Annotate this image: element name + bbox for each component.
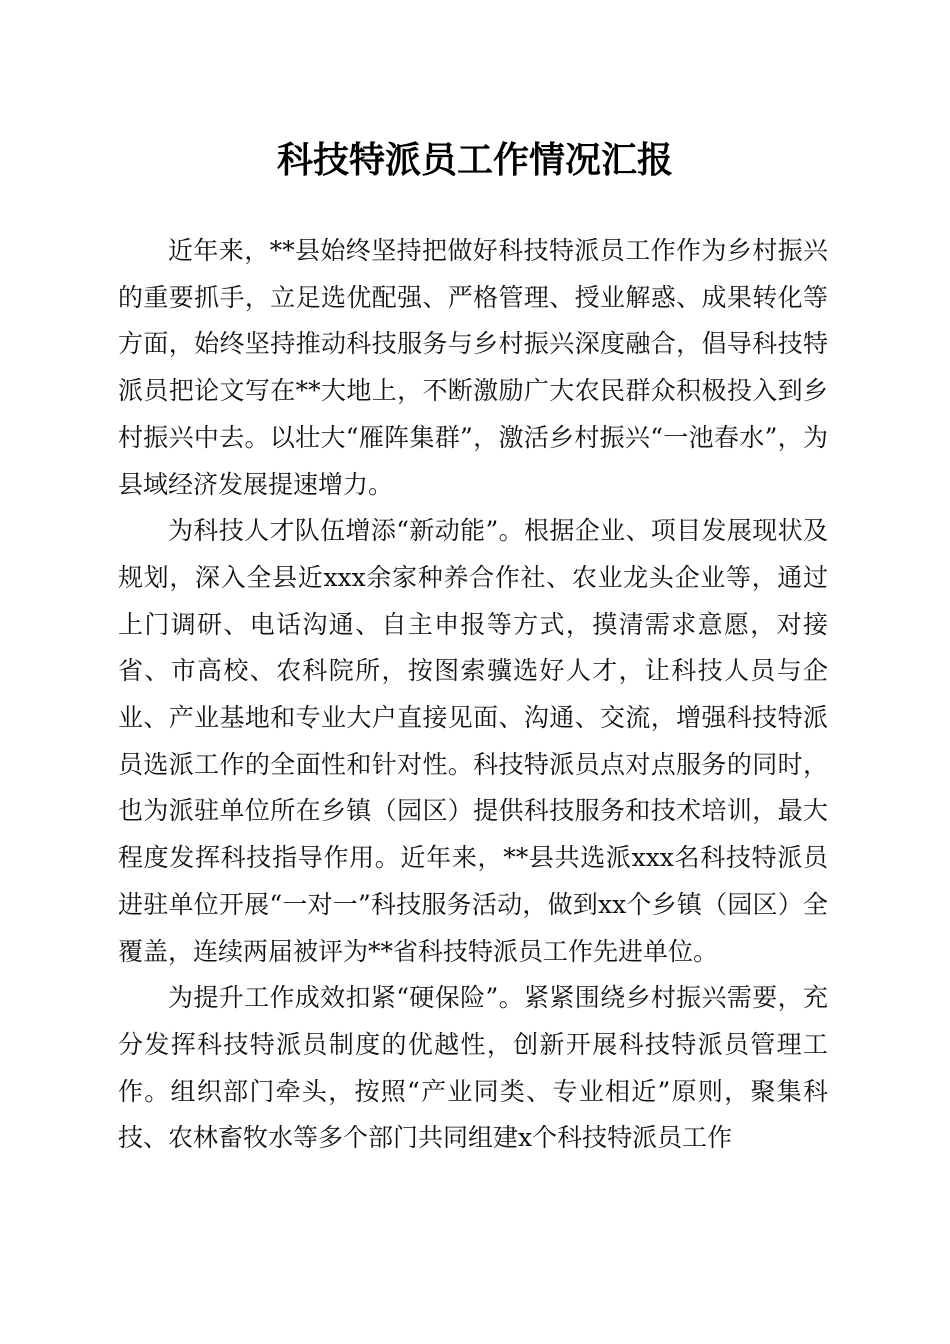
document-title: 科技特派员工作情况汇报: [276, 139, 673, 181]
paragraph-talent-team: 为科技人才队伍增添“新动能”。根据企业、项目发展现状及规划，深入全县近xxx余家种养合作社、农业龙头企业等，通过上门调研、电话沟通、自主申报等方式，摸清需求意愿，对接省、市高校、农科院所，按图索骥选好人才，让科技人员与企业、产业基地和专业大户直接见面、沟通、交流，增强科技特派员选派工作的全面性和针对性。科技特派员点对点服务的同时，也为派驻单位所在乡镇（园区）提供科技服务和技术培训，最大程度发挥科技指导作用。近年来，**县共选派xxx名科技特派员进驻单位开展“一对一”科技服务活动，做到xx个乡镇（园区）全覆盖，连续两届被评为**省科技特派员工作先进单位。: [118, 516, 828, 966]
paragraph-work-effectiveness: 为提升工作成效扣紧“硬保险”。紧紧围绕乡村振兴需要，充分发挥科技特派员制度的优越性，创新开展科技特派员管理工作。组织部门牵头，按照“产业同类、专业相近”原则，聚集科技、农林畜牧水等多个部门共同组建x个科技特派员工作: [118, 983, 828, 1153]
document-body: [118, 228, 828, 1162]
paragraph-intro: 近年来，**县始终坚持把做好科技特派员工作作为乡村振兴的重要抓手，立足选优配强、严格管理、授业解惑、成果转化等方面，始终坚持推动科技服务与乡村振兴深度融合，倡导科技特派员把论文写在**大地上，不断激励广大农民群众积极投入到乡村振兴中去。以壮大“雁阵集群”，激活乡村振兴“一池春水”，为县域经济发展提速增力。: [118, 236, 828, 499]
